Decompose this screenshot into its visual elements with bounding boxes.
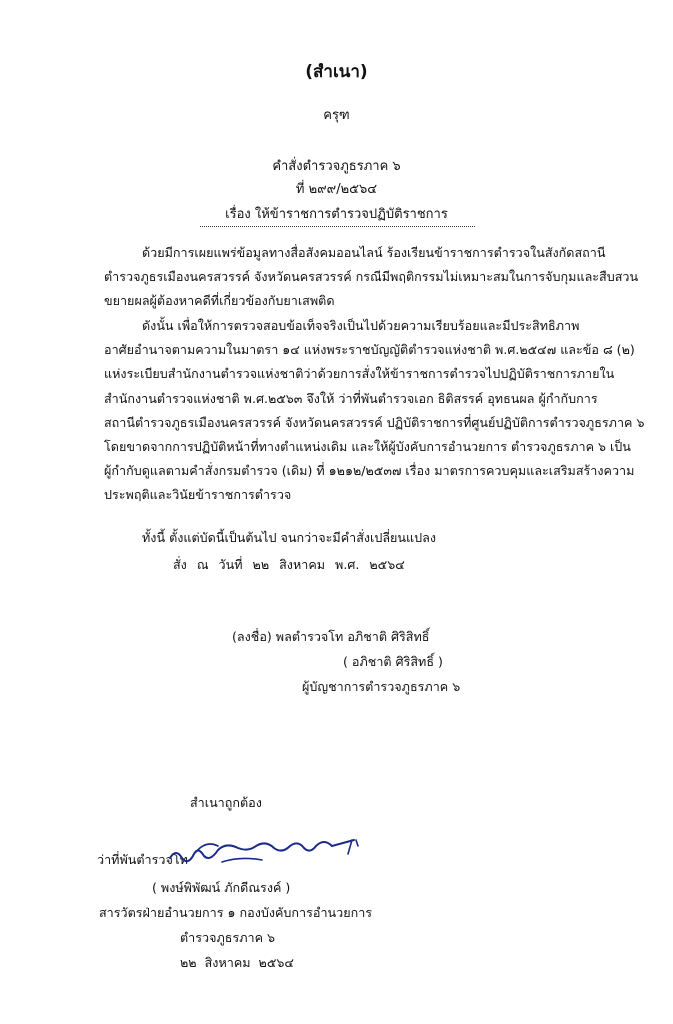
paragraph-line: ประพฤติและวินัยข้าราชการตำรวจ	[104, 487, 292, 503]
paragraph-effective: ทั้งนี้ ตั้งแต่บัดนี้เป็นต้นไป จนกว่าจะมีคำสั่งเปลี่ยนแปลง	[142, 530, 437, 545]
dotted-divider	[200, 226, 475, 227]
paragraph-line: ดังนั้น เพื่อให้การตรวจสอบข้อเท็จจริงเป็นไปด้วยความเรียบร้อยและมีประสิทธิภาพ	[142, 318, 580, 333]
order-subject: เรื่อง ให้ข้าราชการตำรวจปฏิบัติราชการ	[225, 207, 448, 222]
garuda-emblem-label: ครุฑ	[323, 108, 350, 123]
paragraph-line: สถานีตำรวจภูธรเมืองนครสวรรค์ จังหวัดนครสวรรค์ ปฏิบัติราชการที่ศูนย์ปฏิบัติการตำรวจภูธรภาค ๖	[104, 414, 645, 430]
signatory-signed-line: (ลงชื่อ) พลตำรวจโท อภิชาติ ศิริสิทธิ์	[232, 629, 430, 644]
order-number: ที่ ๒๙๙/๒๕๖๔	[295, 182, 378, 197]
paragraph-line: โดยขาดจากการปฏิบัติหน้าที่ทางตำแหน่งเดิม และให้ผู้บังคับการอำนวยการ ตำรวจภูธรภาค ๖ เป็น	[104, 439, 631, 455]
paragraph-order	[104, 314, 645, 508]
copy-header: (สำเนา)	[305, 62, 368, 82]
paragraph-background	[104, 241, 639, 314]
signatory-position: ผู้บัญชาการตำรวจภูธรภาค ๖	[302, 679, 461, 694]
certification-date: ๒๒ สิงหาคม ๒๕๖๔	[180, 955, 294, 970]
handwritten-signature	[162, 832, 372, 874]
order-date: สั่ง ณ วันที่ ๒๒ สิงหาคม พ.ศ. ๒๕๖๔	[173, 557, 405, 572]
certifier-position-line1: สารวัตรฝ่ายอำนวยการ ๑ กองบังคับการอำนวยการ	[99, 905, 373, 920]
paragraph-line: แห่งระเบียบสำนักงานตำรวจแห่งชาติว่าด้วยการสั่งให้ข้าราชการตำรวจไปปฏิบัติราชการภายใน	[104, 366, 615, 382]
certified-copy-label: สำเนาถูกต้อง	[190, 795, 262, 810]
paragraph-line: ขยายผลผู้ต้องหาคดีที่เกี่ยวข้องกับยาเสพติด	[104, 293, 335, 309]
paragraph-line: ตำรวจภูธรเมืองนครสวรรค์ จังหวัดนครสวรรค์ กรณีมีพฤติกรรมไม่เหมาะสมในการจับกุมและสืบสวน	[104, 269, 639, 285]
signatory-name: ( อภิชาติ ศิริสิทธิ์ )	[343, 654, 443, 669]
certifier-rank: ว่าที่พันตำรวจโท	[97, 852, 188, 867]
paragraph-line: ด้วยมีการเผยแพร่ข้อมูลทางสื่อสังคมออนไลน์ ร้องเรียนข้าราชการตำรวจในสังกัดสถานี	[142, 245, 606, 260]
certifier-position-line2: ตำรวจภูธรภาค ๖	[180, 930, 276, 945]
paragraph-line: อาศัยอำนาจตามความในมาตรา ๑๔ แห่งพระราชบัญญัติตำรวจแห่งชาติ พ.ศ.๒๕๔๗ และข้อ ๘ (๒)	[104, 342, 635, 358]
paragraph-line: ผู้กำกับดูแลตามคำสั่งกรมตำรวจ (เดิม) ที่ ๑๒๑๒/๒๕๓๗ เรื่อง มาตรการควบคุมและเสริมสร้างความ	[104, 463, 635, 479]
certifier-name: ( พงษ์พิพัฒน์ ภักดีณรงค์ )	[152, 880, 291, 895]
order-title: คำสั่งตำรวจภูธรภาค ๖	[272, 159, 401, 174]
paragraph-line: สำนักงานตำรวจแห่งชาติ พ.ศ.๒๕๖๓ จึงให้ ว่าที่พันตำรวจเอก ธิติสรรค์ อุทธนผล ผู้กำกับการ	[104, 390, 598, 406]
